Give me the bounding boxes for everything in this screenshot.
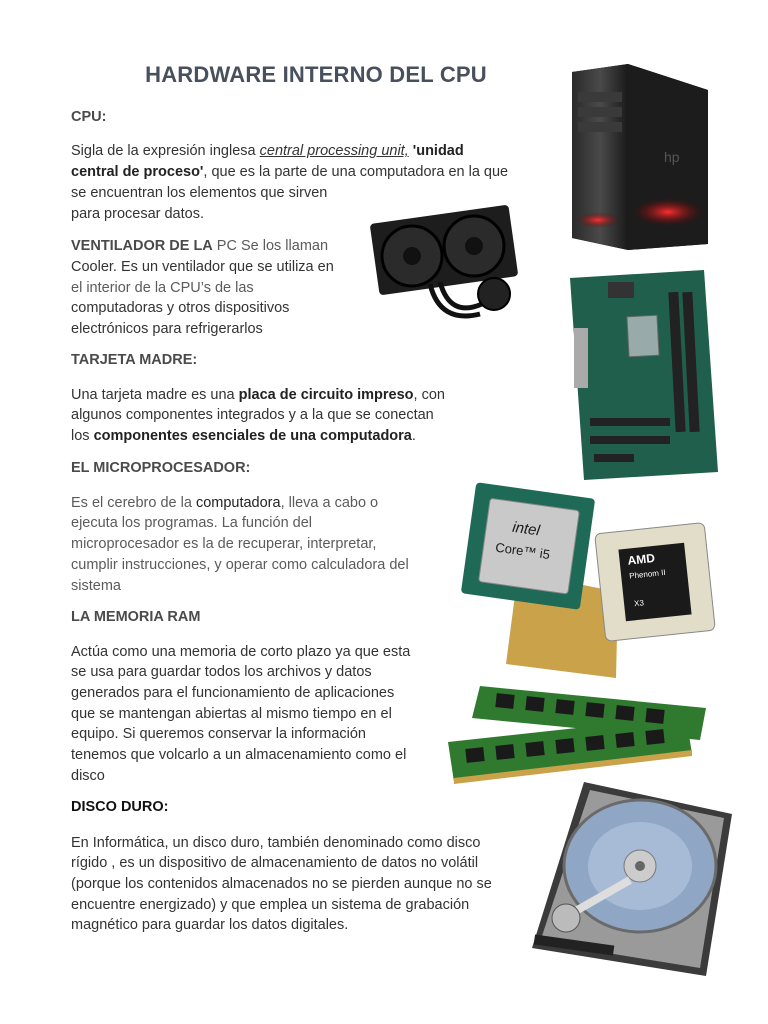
ram-heading: LA MEMORIA RAM (71, 609, 201, 625)
cpu-line-1 (71, 141, 464, 162)
disk-line: En Informática, un disco duro, también denominado como disco (71, 835, 481, 851)
mb-bold-1: placa de circuito impreso (238, 387, 414, 403)
mb-text-1b: , con (413, 387, 445, 403)
cpu-text-2: , que es la parte de una computadora en la que (203, 164, 509, 180)
micro-heading: EL MICROPROCESADOR: (71, 460, 251, 476)
micro-line-1 (71, 493, 378, 514)
amd-sub: X3 (633, 598, 645, 609)
page-title: HARDWARE INTERNO DEL CPU (145, 62, 487, 87)
mb-text-3: los (71, 428, 94, 444)
pc-tower-image (568, 62, 714, 252)
micro-text-1: Es el cerebro de la (71, 495, 196, 511)
intel-model: Core™ i5 (494, 539, 551, 563)
cpu-link[interactable]: central processing unit, (259, 143, 409, 159)
fan-line-3: el interior de la CPU’s de las (71, 280, 254, 296)
ram-line: disco (71, 768, 105, 784)
disk-line: encuentre energizado) y que emplea un sistema de grabación (71, 897, 470, 913)
ram-line: se usa para guardar todos los archivos y datos (71, 664, 372, 680)
ram-line: Actúa como una memoria de corto plazo ya que esta (71, 644, 411, 660)
fan-line-4: computadoras y otros dispositivos (71, 300, 290, 316)
mb-text-1: Una tarjeta madre es una (71, 387, 239, 403)
disk-heading: DISCO DURO: (71, 799, 169, 815)
fan-text-1: PC Se los llaman (212, 238, 329, 254)
cpu-text: Sigla de la expresión inglesa (71, 143, 260, 159)
motherboard-heading: TARJETA MADRE: (71, 352, 198, 368)
fan-line-1 (71, 236, 328, 257)
processors-image (448, 480, 718, 680)
disk-line: magnético para guardar los datos digitales. (71, 917, 349, 933)
fan-line-5: electrónicos para refrigerarlos (71, 321, 263, 337)
ram-line: generados para el funcionamiento de aplicaciones (71, 685, 395, 701)
mb-line-3 (71, 426, 416, 447)
disk-line: (porque los contenidos almacenados no se pierden aunque no se (71, 876, 492, 892)
disk-line: rígido , es un dispositivo de almacenamiento de datos no volátil (71, 855, 479, 871)
cpu-bold-2: central de proceso' (71, 164, 204, 180)
svg-text:hp: hp (664, 149, 680, 165)
cpu-line-3: se encuentran los elementos que sirven (71, 185, 328, 201)
mb-line-1 (71, 385, 445, 406)
cpu-heading: CPU: (71, 109, 107, 125)
micro-line-5: sistema (71, 578, 121, 594)
motherboard-image (568, 268, 720, 482)
cooler-image (370, 204, 520, 332)
intel-brand: intel (511, 518, 541, 540)
mb-line-2: algunos componentes integrados y a la que se conectan (71, 407, 434, 423)
micro-link[interactable]: computadora (195, 495, 281, 511)
mb-bold-3: componentes esenciales de una computadora (93, 428, 412, 444)
amd-model: Phenom II (628, 567, 666, 581)
ram-line: equipo. Si queremos conservar la información (71, 726, 366, 742)
hard-disk-image (530, 780, 734, 978)
amd-brand: AMD (626, 550, 656, 568)
cpu-bold: 'unidad (408, 143, 464, 159)
cpu-line-2 (71, 162, 508, 183)
micro-line-3: microprocesador es la de recuperar, interpretar, (71, 536, 377, 552)
micro-line-4: cumplir instrucciones, y operar como calculadora del (71, 557, 409, 573)
mb-text-3b: . (411, 428, 416, 444)
micro-line-2: ejecuta los programas. La función del (71, 515, 313, 531)
fan-line-2: Cooler. Es un ventilador que se utiliza en (71, 259, 334, 275)
ram-line: tenemos que volcarlo a un almacenamiento como el (71, 747, 407, 763)
fan-heading: VENTILADOR DE LA (71, 238, 213, 254)
ram-line: que se mantengan abiertas al mismo tiempo en el (71, 706, 392, 722)
micro-text-1b: , lleva a cabo o (280, 495, 379, 511)
cpu-line-4: para procesar datos. (71, 206, 204, 222)
